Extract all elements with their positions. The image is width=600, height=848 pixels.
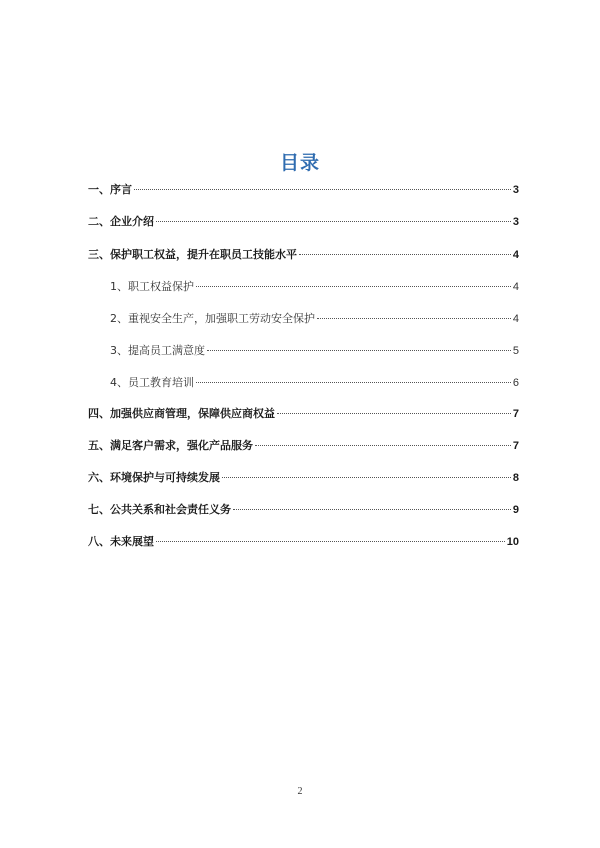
toc-entry-supplier[interactable] [88, 406, 519, 422]
toc-entry-page: 7 [512, 440, 519, 452]
toc-dot-leader [277, 413, 511, 414]
toc-entry-label: 八、未来展望 [88, 535, 154, 548]
toc-dot-leader [156, 221, 511, 222]
toc-entry-page: 3 [512, 184, 519, 196]
toc-entry-company-intro[interactable] [88, 214, 519, 230]
toc-dot-leader [196, 286, 511, 287]
toc-entry-label: 七、公共关系和社会责任义务 [88, 503, 231, 516]
toc-entry-public-relations[interactable] [88, 502, 519, 518]
toc-dot-leader [196, 382, 511, 383]
toc-entry-page: 3 [512, 216, 519, 228]
toc-entry-environment[interactable] [88, 470, 519, 486]
toc-entry-outlook[interactable] [88, 534, 519, 550]
toc-entry-label: 一、序言 [88, 183, 132, 196]
toc-entry-safety[interactable] [110, 311, 519, 327]
toc-entry-label: 4、员工教育培训 [110, 376, 194, 389]
toc-dot-leader [299, 254, 511, 255]
toc-dot-leader [134, 189, 511, 190]
toc-entry-page: 7 [512, 408, 519, 420]
toc-entry-page: 4 [512, 313, 519, 325]
toc-entry-label: 六、环境保护与可持续发展 [88, 471, 220, 484]
toc-entry-label: 三、保护职工权益，提升在职员工技能水平 [88, 248, 297, 261]
toc-entry-page: 4 [512, 249, 519, 261]
toc-entry-customer[interactable] [88, 438, 519, 454]
toc-entry-employee-rights[interactable] [88, 247, 519, 263]
toc-entry-label: 2、重视安全生产，加强职工劳动安全保护 [110, 312, 315, 325]
toc-entry-page: 4 [512, 281, 519, 293]
toc-entry-label: 3、提高员工满意度 [110, 344, 205, 357]
toc-dot-leader [207, 350, 511, 351]
page-number: 2 [297, 786, 303, 797]
toc-entry-page: 8 [512, 472, 519, 484]
page-title: 目录 [279, 152, 320, 174]
toc-entry-label: 五、满足客户需求，强化产品服务 [88, 439, 253, 452]
toc-entry-rights-protection[interactable] [110, 279, 519, 295]
toc-entry-satisfaction[interactable] [110, 343, 519, 359]
toc-entry-page: 10 [506, 536, 519, 548]
toc-dot-leader [233, 509, 511, 510]
toc-dot-leader [317, 318, 511, 319]
toc-entry-page: 9 [512, 504, 519, 516]
toc-entry-label: 1、职工权益保护 [110, 280, 194, 293]
toc-entry-label: 四、加强供应商管理，保障供应商权益 [88, 407, 275, 420]
toc-dot-leader [255, 445, 511, 446]
toc-entry-training[interactable] [110, 375, 519, 391]
toc-entry-page: 5 [512, 345, 519, 357]
toc-entry-page: 6 [512, 377, 519, 389]
toc-entry-label: 二、企业介绍 [88, 215, 154, 228]
toc-dot-leader [156, 541, 505, 542]
toc-entry-preface[interactable] [88, 182, 519, 198]
toc-dot-leader [222, 477, 511, 478]
